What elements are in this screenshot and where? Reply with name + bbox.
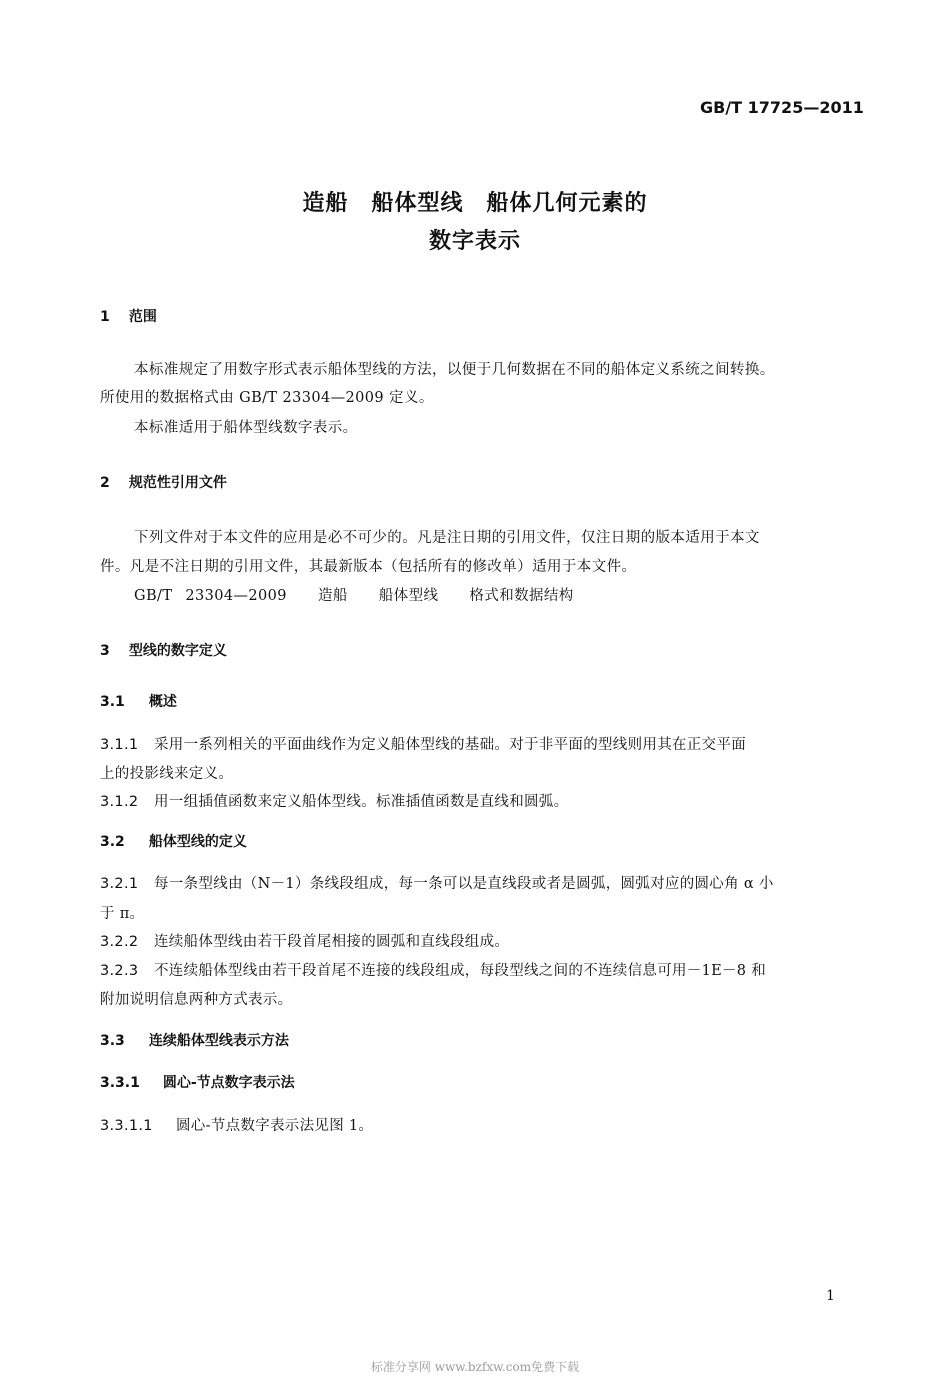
section-3-1-heading — [100, 691, 177, 711]
clause-number: 3.2.2 — [100, 934, 139, 950]
section-title: 船体型线的定义 — [148, 834, 247, 850]
section-title: 型线的数字定义 — [128, 643, 227, 659]
section-2-heading — [100, 472, 227, 492]
clause-3-2-2 — [100, 930, 509, 951]
clause-3-2-1 — [100, 872, 774, 893]
paragraph-line: 下列文件对于本文件的应用是必不可少的。凡是注日期的引用文件，仅注日期的版本适用于本文 — [134, 530, 760, 546]
section-number: 3.3.1 — [100, 1075, 140, 1091]
standard-number: GB/T 17725—2011 — [700, 98, 864, 117]
clause-text: 连续船体型线由若干段首尾相接的圆弧和直线段组成。 — [154, 934, 510, 950]
reference-code: GB/T 23304—2009 — [134, 588, 287, 604]
section-title: 概述 — [148, 694, 177, 710]
clause-number: 3.3.1.1 — [100, 1118, 153, 1134]
reference-title-part: 船体型线 — [378, 588, 439, 604]
section-title: 圆心-节点数字表示法 — [162, 1075, 295, 1091]
section-number: 3.1 — [100, 694, 125, 710]
clause-text: 采用一系列相关的平面曲线作为定义船体型线的基础。对于非平面的型线则用其在正交平面 — [154, 737, 746, 753]
clause-number: 3.2.3 — [100, 963, 139, 979]
clause-continuation: 附加说明信息两种方式表示。 — [100, 992, 293, 1008]
clause-continuation: 于 π。 — [100, 906, 145, 922]
clause-3-2-3 — [100, 959, 766, 980]
clause-number: 3.1.2 — [100, 794, 139, 810]
section-number: 3.2 — [100, 834, 125, 850]
clause-text: 不连续船体型线由若干段首尾不连接的线段组成，每段型线之间的不连续信息可用－1E－8 和 — [154, 963, 767, 979]
watermark-footer: 标准分享网 www.bzfxw.com免费下载 — [370, 1360, 580, 1374]
document-title-line-2: 数字表示 — [428, 229, 521, 254]
section-number: 3.3 — [100, 1033, 125, 1049]
section-3-3-1-heading — [100, 1072, 295, 1092]
reference-title-part: 造船 — [317, 588, 348, 604]
clause-3-1-1 — [100, 733, 746, 754]
section-number: 1 — [100, 309, 110, 325]
paragraph-line: 本标准规定了用数字形式表示船体型线的方法，以便于几何数据在不同的船体定义系统之间转换。 — [134, 362, 775, 378]
section-number: 3 — [100, 643, 110, 659]
paragraph-line: 件。凡是不注日期的引用文件，其最新版本（包括所有的修改单）适用于本文件。 — [100, 559, 637, 575]
clause-number: 3.2.1 — [100, 876, 139, 892]
clause-3-1-2 — [100, 790, 568, 811]
paragraph-line: 本标准适用于船体型线数字表示。 — [134, 420, 358, 436]
section-3-heading — [100, 640, 227, 660]
clause-number: 3.1.1 — [100, 737, 139, 753]
section-1-heading — [100, 306, 157, 326]
clause-3-3-1-1 — [100, 1114, 373, 1135]
section-title: 规范性引用文件 — [128, 475, 227, 491]
document-title-line-1: 造船 船体型线 船体几何元素的 — [302, 191, 648, 216]
section-number: 2 — [100, 475, 110, 491]
clause-text: 用一组插值函数来定义船体型线。标准插值函数是直线和圆弧。 — [154, 794, 569, 810]
section-title: 连续船体型线表示方法 — [148, 1033, 289, 1049]
clause-continuation: 上的投影线来定义。 — [100, 766, 234, 782]
paragraph-line: 所使用的数据格式由 GB/T 23304—2009 定义。 — [100, 390, 434, 406]
section-3-3-heading — [100, 1030, 289, 1050]
page-number: 1 — [826, 1288, 835, 1304]
normative-reference — [134, 584, 592, 605]
clause-text: 圆心-节点数字表示法见图 1。 — [176, 1118, 374, 1134]
clause-text: 每一条型线由（N－1）条线段组成，每一条可以是直线段或者是圆弧，圆弧对应的圆心角 α 小 — [154, 876, 774, 892]
reference-title-part: 格式和数据结构 — [469, 588, 574, 604]
section-3-2-heading — [100, 831, 247, 851]
section-title: 范围 — [128, 309, 157, 325]
